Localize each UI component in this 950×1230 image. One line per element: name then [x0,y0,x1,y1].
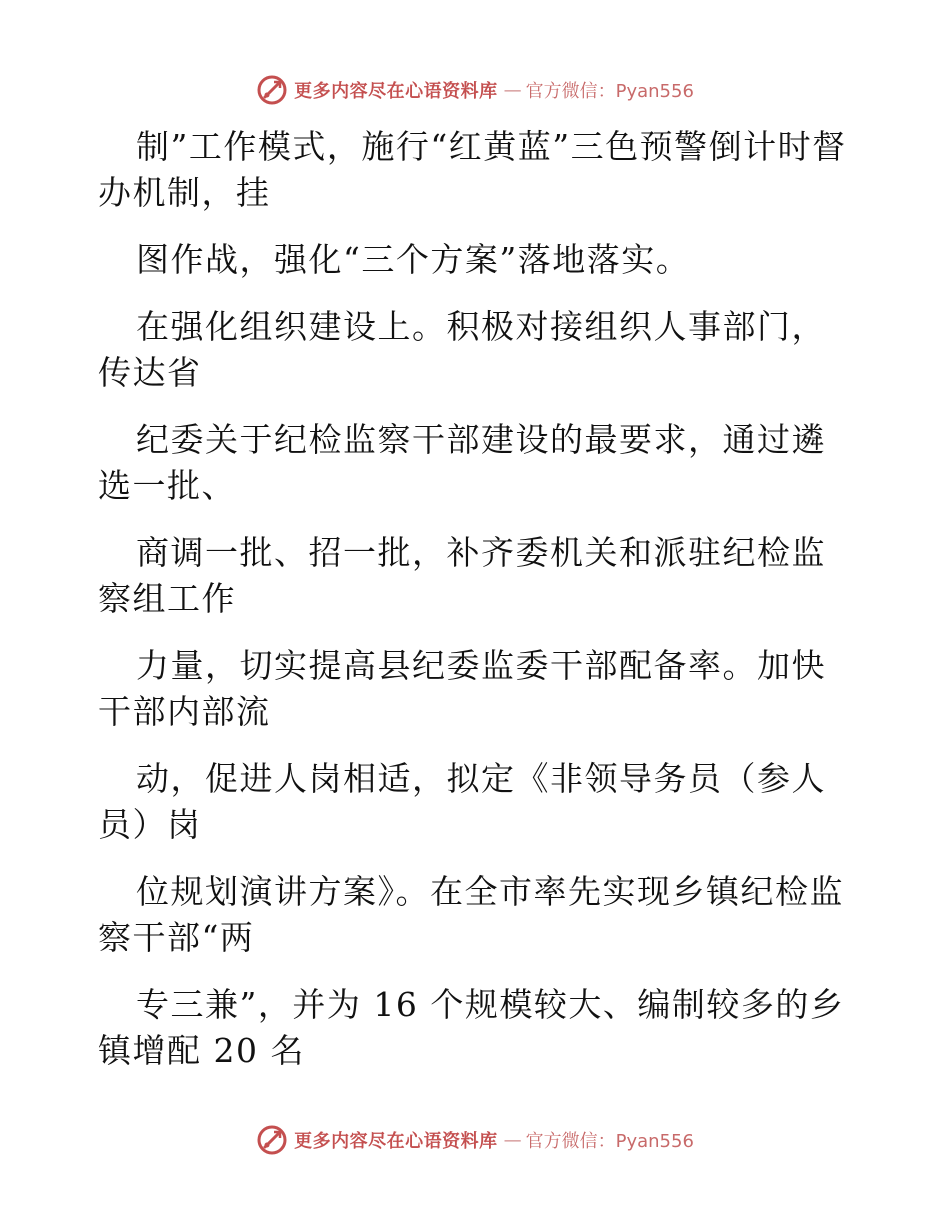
paragraph: 在强化组织建设上。积极对接组织人事部门，传达省 [98,307,826,392]
document-body [98,124,858,1095]
paragraph: 纪委关于纪检监察干部建设的最要求，通过遴选一批、 [98,420,826,505]
footer-watermark [0,1122,950,1158]
paragraph: 动，促进人岗相适，拟定《非领导务员（参人员）岗 [98,759,826,844]
header-dash: — [503,79,520,101]
header-wechat-text: 官方微信：Pyan556 [525,81,694,102]
paragraph: 位规划演讲方案》。在全市率先实现乡镇纪检监察干部“两 [98,872,844,957]
paragraph: 力量，切实提高县纪委监委干部配备率。加快干部内部流 [98,646,826,731]
brand-logo-icon [256,74,288,106]
paragraph: 商调一批、招一批，补齐委机关和派驻纪检监察组工作 [98,533,826,618]
footer-dash: — [503,1129,520,1151]
header-brand-text: 更多内容尽在心语资料库 [294,81,498,102]
paragraph: 图作战，强化“三个方案”落地落实。 [136,240,691,279]
paragraph: 制”工作模式，施行“红黄蓝”三色预警倒计时督办机制，挂 [98,127,847,212]
header-watermark [0,72,950,108]
brand-logo-icon [256,1124,288,1156]
footer-brand-text: 更多内容尽在心语资料库 [294,1131,498,1152]
paragraph: 专三兼”，并为 16 个规模较大、编制较多的乡镇增配 20 名 [98,985,845,1070]
footer-wechat-text: 官方微信：Pyan556 [525,1131,694,1152]
